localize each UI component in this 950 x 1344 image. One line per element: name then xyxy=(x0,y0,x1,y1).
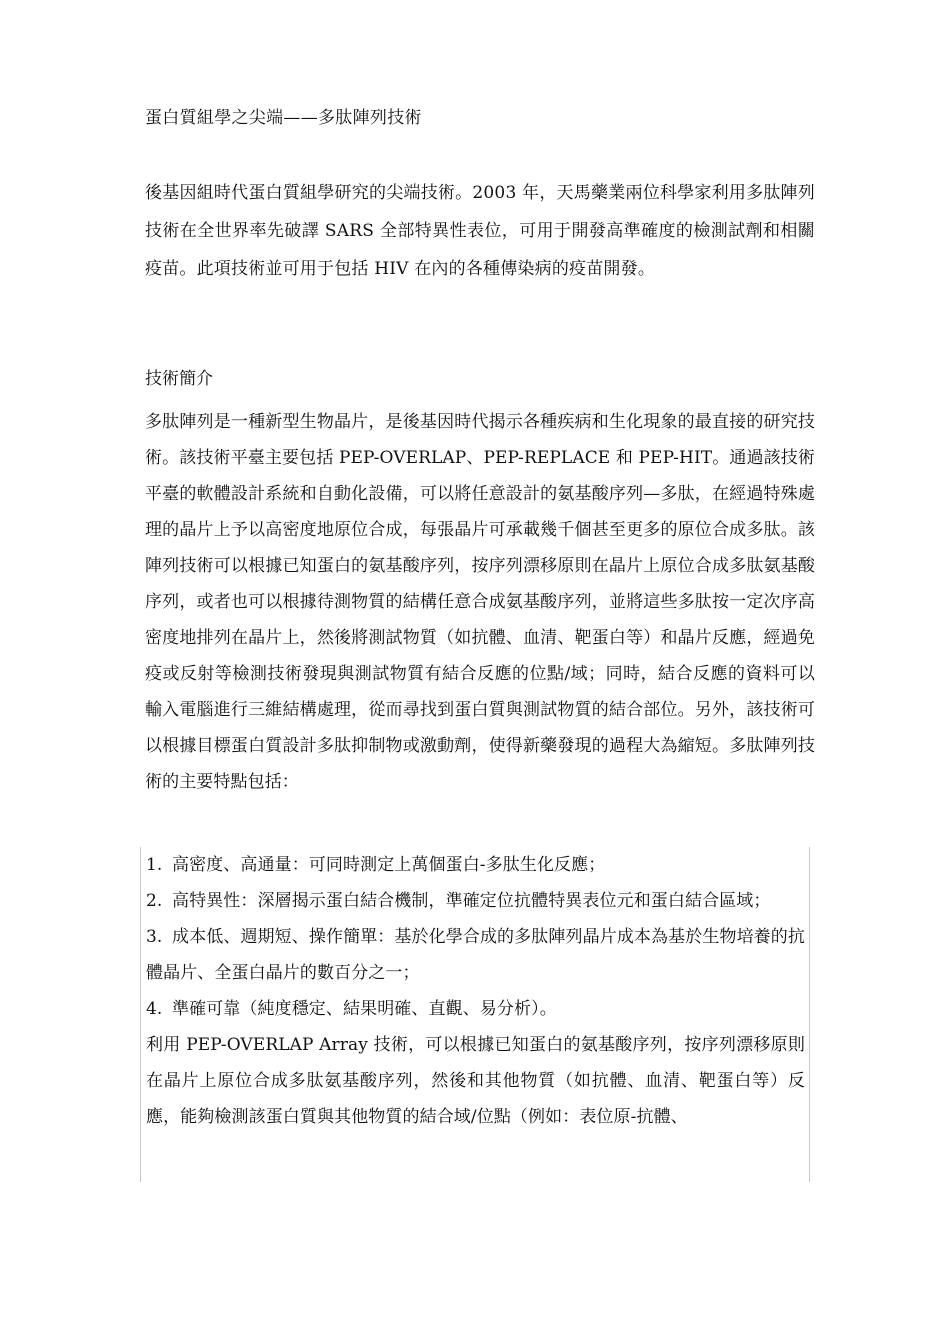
feature-text: 高特異性：深層揭示蛋白結合機制，準確定位抗體特異表位元和蛋白結合區域； xyxy=(172,891,771,911)
section-heading: 技術簡介 xyxy=(145,369,213,389)
feature-item xyxy=(146,991,805,1027)
feature-number: 2. xyxy=(146,891,163,911)
body-paragraph: 多肽陣列是一種新型生物晶片，是後基因時代揭示各種疾病和生化現象的最直接的研究技術。該技術平臺主要包括 PEP-OVERLAP、PEP-REPLACE 和 PEP-HIT。通過該技術平臺的軟體設計系統和自動化設備，可以將任意設計的氨基酸序列—多肽，在經過特殊處理的晶片上予以高密度地原位合成，每張晶片可承載幾千個甚至更多的原位合成多肽。該陣列技術可以根據已知蛋白的氨基酸序列，按序列漂移原則在晶片上原位合成多肽氨基酸序列，或者也可以根據待測物質的結構任意合成氨基酸序列，並將這些多肽按一定次序高密度地排列在晶片上，然後將測試物質（如抗體、血清、靶蛋白等）和晶片反應，經過免疫或反射等檢測技術發現與測試物質有結合反應的位點/域；同時，結合反應的資料可以輸入電腦進行三維結構處理，從而尋找到蛋白質與測試物質的結合部位。另外，該技術可以根據目標蛋白質設計多肽抑制物或激動劑，使得新藥發現的過程大為縮短。多肽陣列技術的主要特點包括： xyxy=(145,412,815,792)
intro-paragraph: 後基因組時代蛋白質組學研究的尖端技術。2003 年，天馬藥業兩位科學家利用多肽陣列技術在全世界率先破譯 SARS 全部特異性表位，可用于開發高準確度的檢測試劑和相關疫苗。此項技術並可用于包括 HIV 在內的各種傳染病的疫苗開發。 xyxy=(145,183,815,279)
feature-item xyxy=(146,847,805,883)
document-title: 蛋白質組學之尖端——多肽陣列技術 xyxy=(145,108,422,128)
feature-number: 1. xyxy=(146,855,163,875)
feature-item xyxy=(146,919,805,991)
pep-overlap-paragraph: 利用 PEP-OVERLAP Array 技術，可以根據已知蛋白的氨基酸序列，按序列漂移原則在晶片上原位合成多肽氨基酸序列，然後和其他物質（如抗體、血清、靶蛋白等）反應，能夠檢測該蛋白質與其他物質的結合域/位點（例如：表位原-抗體、 xyxy=(146,1035,805,1127)
feature-number: 3. xyxy=(146,927,163,947)
features-box xyxy=(140,847,810,1182)
feature-text: 成本低、週期短、操作簡單：基於化學合成的多肽陣列晶片成本為基於生物培養的抗體晶片、全蛋白晶片的數百分之一； xyxy=(146,927,805,983)
feature-text: 高密度、高通量：可同時測定上萬個蛋白-多肽生化反應； xyxy=(172,855,606,875)
feature-number: 4. xyxy=(146,999,163,1019)
feature-text: 準確可靠（純度穩定、結果明確、直觀、易分析）。 xyxy=(172,999,557,1019)
feature-item xyxy=(146,883,805,919)
